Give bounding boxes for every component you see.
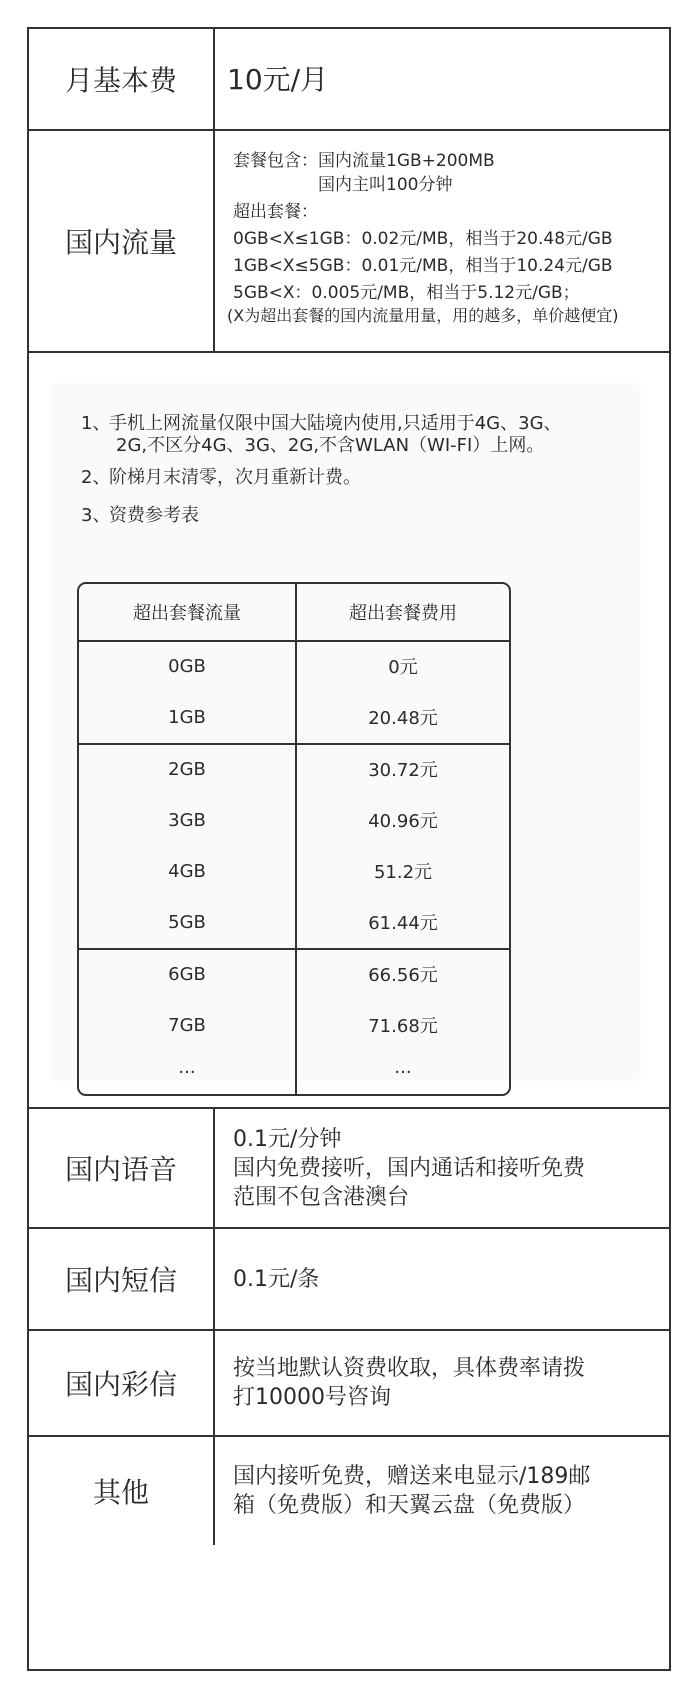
other-row (29, 1437, 669, 1669)
table-cell: 3GB (168, 809, 206, 831)
table-cell: 61.44元 (368, 913, 438, 934)
note-1 (81, 413, 562, 457)
table-cell: 2GB (168, 758, 206, 780)
domestic-data-details (215, 131, 669, 351)
note-1-number: 1、 (81, 413, 111, 434)
note-3-text: 资费参考表 (109, 505, 199, 526)
table-cell: 71.68元 (368, 1016, 438, 1037)
note-3-number: 3、 (81, 505, 111, 526)
voice-rate: 0.1元/分钟 (233, 1126, 342, 1152)
table-cell: 5GB (168, 911, 206, 933)
table-cell: 51.2元 (373, 862, 433, 883)
table-divider (79, 743, 295, 745)
table-cell: 0GB (168, 655, 206, 677)
voice-scope-note: 范围不包含港澳台 (233, 1184, 410, 1210)
sms-details (215, 1229, 669, 1329)
table-divider (297, 743, 509, 745)
note-1-text: 手机上网流量仅限中国大陆境内使用,只适用于4G、3G、 (109, 413, 562, 434)
table-cell: 30.72元 (368, 760, 438, 781)
monthly-fee-label: 月基本费 (29, 29, 215, 129)
sms-row (29, 1229, 669, 1331)
note-2 (81, 467, 361, 489)
note-1-text-continued: 2G,不区分4G、3G、2G,不含WLAN（WI-FI）上网。 (116, 435, 545, 456)
mms-rate-line-2: 打10000号咨询 (233, 1385, 391, 1410)
tier-2: 1GB<X≤5GB：0.01元/MB，相当于10.24元/GB (233, 256, 613, 276)
other-details (215, 1437, 669, 1545)
included-minutes: 国内主叫100分钟 (318, 175, 453, 195)
note-2-text: 阶梯月末清零，次月重新计费。 (109, 467, 361, 488)
table-cell: 6GB (168, 963, 206, 985)
table-cell: 40.96元 (368, 811, 438, 832)
other-line-1: 国内接听免费，赠送来电显示/189邮 (233, 1464, 591, 1489)
over-package-title: 超出套餐： (233, 202, 318, 222)
over-usage-column (79, 584, 297, 1094)
table-divider (297, 948, 509, 950)
mms-rate-line-1: 按当地默认资费收取，具体费率请拨 (233, 1356, 586, 1381)
table-cell: 0元 (388, 657, 418, 678)
included-data: 国内流量1GB+200MB (318, 151, 495, 171)
monthly-fee-value: 10元/月 (227, 62, 329, 96)
other-label: 其他 (29, 1437, 215, 1545)
mms-row (29, 1331, 669, 1437)
other-line-2: 箱（免费版）和天翼云盘（免费版） (233, 1493, 586, 1518)
tier-1: 0GB<X≤1GB：0.02元/MB，相当于20.48元/GB (233, 229, 613, 249)
voice-details (215, 1109, 669, 1227)
mms-details (215, 1331, 669, 1435)
reference-fee-table (77, 582, 511, 1096)
header-over-usage: 超出套餐流量 (79, 584, 295, 642)
sms-label: 国内短信 (29, 1229, 215, 1329)
voice-label: 国内语音 (29, 1109, 215, 1227)
domestic-data-label: 国内流量 (29, 131, 215, 351)
table-cell: 4GB (168, 860, 206, 882)
monthly-fee-row (29, 29, 669, 131)
table-divider (79, 948, 295, 950)
table-cell: 7GB (168, 1014, 206, 1036)
note-2-number: 2、 (81, 467, 111, 488)
data-footnote: (X为超出套餐的国内流量用量，用的越多，单价越便宜) (227, 306, 619, 325)
tier-3: 5GB<X：0.005元/MB，相当于5.12元/GB； (233, 283, 580, 303)
domestic-data-row (29, 131, 669, 353)
voice-row (29, 1109, 669, 1229)
table-cell: 66.56元 (368, 965, 438, 986)
note-3 (81, 505, 199, 527)
package-includes (233, 149, 669, 197)
package-includes-prefix: 套餐包含： (233, 151, 318, 171)
mms-label: 国内彩信 (29, 1331, 215, 1435)
sms-rate: 0.1元/条 (233, 1266, 320, 1292)
voice-free-note: 国内免费接听，国内通话和接听免费 (233, 1155, 586, 1181)
table-cell: 1GB (168, 706, 206, 728)
table-cell: 20.48元 (368, 708, 438, 729)
header-over-fee: 超出套餐费用 (297, 584, 509, 642)
table-cell: ... (178, 1056, 196, 1078)
over-fee-column (297, 584, 509, 1094)
table-cell: ... (394, 1056, 412, 1078)
